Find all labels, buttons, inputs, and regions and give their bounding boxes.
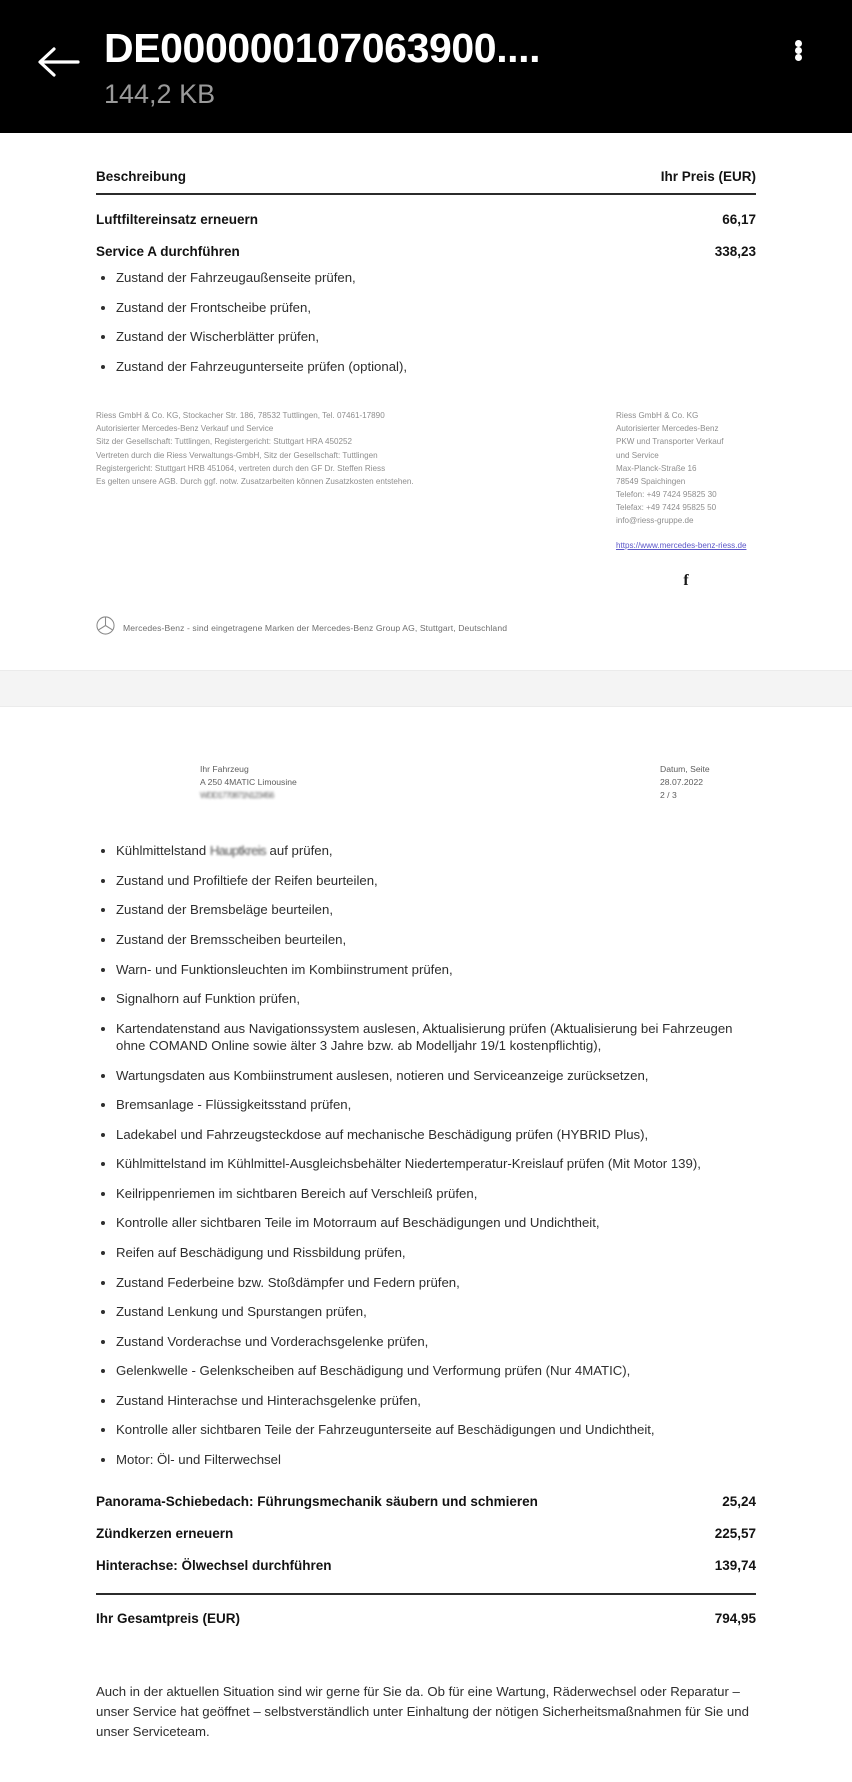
legal-notice-block	[96, 409, 414, 594]
table-row	[96, 1541, 756, 1573]
item-price: 225,57	[714, 1526, 756, 1542]
list-item	[96, 1067, 756, 1085]
table-row	[96, 1480, 756, 1509]
legal-line: Vertreten durch die Riess Verwaltungs-GmbH, Sitz der Gesellschaft: Tuttlingen	[96, 450, 378, 460]
list-item	[96, 299, 756, 317]
vehicle-label: Ihr Fahrzeug	[200, 764, 249, 775]
page-number: 2 / 3	[660, 790, 677, 801]
item-price: 139,74	[714, 1558, 756, 1574]
checklist-text: Kühlmittelstand	[116, 843, 210, 859]
vehicle-info-block	[200, 763, 297, 802]
checklist-text: Keilrippenriemen im sichtbaren Bereich auf Verschleiß prüfen,	[116, 1185, 478, 1201]
dealer-address-block	[616, 409, 756, 594]
checklist-text: Signalhorn auf Funktion prüfen,	[116, 991, 301, 1007]
document-date: 28.07.2022	[660, 777, 704, 788]
page-separator	[0, 670, 852, 707]
date-page-block	[660, 763, 756, 802]
pdf-page-2	[0, 707, 852, 1782]
legal-line: Registergericht: Stuttgart HRB 451064, vertreten durch den GF Dr. Steffen Riess	[96, 463, 386, 473]
checklist-text: Kartendatenstand aus Navigationssystem auslesen, Aktualisierung prüfen (Aktualisierung bei Fahrzeugen ohne COMAND Online sowie älter 3 Jahre bzw. ab Modelljahr 19/1 kostenpflichtig),	[116, 1020, 733, 1054]
address-email: info@riess-gruppe.de	[616, 516, 694, 526]
list-item	[96, 1303, 756, 1321]
item-description: Panorama-Schiebedach: Führungsmechanik säubern und schmieren	[96, 1494, 538, 1510]
table-row	[96, 1509, 756, 1541]
checklist-text: Ladekabel und Fahrzeugsteckdose auf mechanische Beschädigung prüfen (HYBRID Plus),	[116, 1126, 649, 1142]
list-item	[96, 358, 756, 376]
trademark-row	[96, 616, 756, 670]
file-size-label: 144,2 KB	[104, 79, 216, 110]
list-item	[96, 1155, 756, 1173]
list-item	[96, 1096, 756, 1114]
checklist-text: Zustand der Bremsbeläge beurteilen,	[116, 902, 333, 918]
checklist-text: Zustand Hinterachse und Hinterachsgelenke prüfen,	[116, 1392, 421, 1408]
legal-line: Riess GmbH & Co. KG, Stockacher Str. 186, 78532 Tuttlingen, Tel. 07461-17890	[96, 411, 385, 421]
checklist-text: Zustand der Fahrzeugaußenseite prüfen,	[116, 270, 356, 285]
address-line: Max-Planck-Straße 16	[616, 463, 697, 473]
list-item	[96, 1392, 756, 1410]
closing-paragraph: Auch in der aktuellen Situation sind wir gerne für Sie da. Ob für eine Wartung, Räderwechsel oder Reparatur – unser Service hat geöffnet – selbstverständlich unter Einhaltung der nötigen Sicherheitsmaßnahmen für Sie und unser Serviceteam.	[96, 1683, 749, 1740]
checklist-text: Zustand der Fahrzeugunterseite prüfen (optional),	[116, 358, 408, 374]
checklist-text: Zustand und Profiltiefe der Reifen beurteilen,	[116, 872, 378, 888]
date-label: Datum, Seite	[660, 764, 710, 775]
checklist-text-redacted: Hauptkreis	[209, 843, 266, 859]
list-item	[96, 1274, 756, 1292]
list-item	[96, 1020, 756, 1055]
legal-line: Sitz der Gesellschaft: Tuttlingen, Registergericht: Stuttgart HRA 450252	[96, 437, 352, 447]
address-phone: Telefon: +49 7424 95825 30	[616, 489, 717, 499]
list-item	[96, 1421, 756, 1439]
table-row	[96, 195, 756, 227]
pdf-scroll-area[interactable]	[0, 133, 852, 1782]
dealer-website-link[interactable]: https://www.mercedes-benz-riess.de	[616, 541, 747, 551]
arrow-left-icon	[36, 43, 80, 81]
list-item	[96, 842, 756, 860]
trademark-text: Mercedes-Benz - sind eingetragene Marken der Mercedes-Benz Group AG, Stuttgart, Deutschland	[123, 623, 508, 634]
mercedes-star-icon	[96, 616, 115, 640]
item-description: Service A durchführen	[96, 244, 240, 259]
app-header-bar	[0, 0, 852, 133]
address-line: PKW und Transporter Verkauf	[616, 437, 724, 447]
checklist-text: Zustand Vorderachse und Vorderachsgelenke prüfen,	[116, 1333, 429, 1349]
address-line: 78549 Spaichingen	[616, 476, 686, 486]
list-item	[96, 328, 756, 346]
pdf-page-1	[0, 133, 852, 670]
total-price: 794,95	[714, 1610, 756, 1626]
item-description: Hinterachse: Ölwechsel durchführen	[96, 1558, 332, 1574]
more-vertical-icon	[795, 40, 802, 61]
file-info	[90, 22, 770, 110]
list-item	[96, 931, 756, 949]
list-item	[96, 961, 756, 979]
checklist-text: Reifen auf Beschädigung und Rissbildung prüfen,	[116, 1245, 406, 1261]
legal-line: Es gelten unsere AGB. Durch ggf. notw. Zusatzarbeiten können Zusatzkosten entstehen.	[96, 476, 414, 486]
list-item	[96, 901, 756, 919]
checklist-text: Warn- und Funktionsleuchten im Kombiinstrument prüfen,	[116, 961, 453, 977]
table-row	[96, 227, 756, 259]
table-header-row	[96, 169, 756, 193]
column-header-description: Beschreibung	[96, 169, 187, 184]
column-header-price: Ihr Preis (EUR)	[660, 169, 756, 184]
checklist-text: Wartungsdaten aus Kombiinstrument auslesen, notieren und Serviceanzeige zurücksetzen,	[116, 1067, 649, 1083]
total-label: Ihr Gesamtpreis (EUR)	[96, 1610, 241, 1626]
checklist-text: Motor: Öl- und Filterwechsel	[116, 1451, 281, 1467]
legal-line: Autorisierter Mercedes-Benz Verkauf und Service	[96, 424, 274, 434]
facebook-icon[interactable]: f	[683, 572, 689, 590]
vehicle-vin-redacted: WDD1770871N123456	[200, 790, 274, 801]
file-name-title: DE000000107063900....	[104, 25, 541, 71]
back-button[interactable]	[26, 30, 90, 94]
list-item	[96, 1244, 756, 1262]
checklist-text: Kontrolle aller sichtbaren Teile im Motorraum auf Beschädigungen und Undichtheit,	[116, 1215, 600, 1231]
item-description: Luftfiltereinsatz erneuern	[96, 212, 259, 227]
checklist-text: Gelenkwelle - Gelenkscheiben auf Beschädigung und Verformung prüfen (Nur 4MATIC),	[116, 1363, 631, 1379]
list-item	[96, 872, 756, 890]
address-fax: Telefax: +49 7424 95825 50	[616, 502, 717, 512]
list-item	[96, 1185, 756, 1203]
checklist-text: Zustand der Wischerblätter prüfen,	[116, 329, 320, 345]
item-price: 25,24	[722, 1494, 756, 1510]
service-checklist	[96, 269, 756, 375]
checklist-text: Zustand Lenkung und Spurstangen prüfen,	[116, 1304, 367, 1320]
item-price: 338,23	[714, 244, 756, 259]
checklist-text: Zustand der Bremsscheiben beurteilen,	[116, 932, 347, 948]
page2-header	[0, 707, 852, 802]
page-footer	[96, 409, 756, 594]
address-line: Autorisierter Mercedes-Benz	[616, 424, 719, 434]
list-item	[96, 1126, 756, 1144]
service-checklist-page2	[96, 842, 756, 1468]
address-line: Riess GmbH & Co. KG	[616, 411, 699, 421]
checklist-text: Bremsanlage - Flüssigkeitsstand prüfen,	[116, 1097, 352, 1113]
checklist-text: Kühlmittelstand im Kühlmittel-Ausgleichsbehälter Niedertemperatur-Kreislauf prüfen (Mit Motor 139),	[116, 1156, 701, 1172]
item-price: 66,17	[722, 212, 756, 227]
list-item	[96, 990, 756, 1008]
checklist-text: auf prüfen,	[265, 843, 333, 859]
list-item	[96, 1333, 756, 1351]
checklist-text: Zustand Federbeine bzw. Stoßdämpfer und Federn prüfen,	[116, 1274, 460, 1290]
checklist-text: Kontrolle aller sichtbaren Teile der Fahrzeugunterseite auf Beschädigungen und Undichtheit,	[116, 1422, 655, 1438]
more-options-button[interactable]	[770, 40, 826, 61]
vehicle-model: A 250 4MATIC Limousine	[200, 777, 297, 788]
address-line: und Service	[616, 450, 659, 460]
checklist-text: Zustand der Frontscheibe prüfen,	[116, 299, 311, 315]
list-item	[96, 1451, 756, 1469]
list-item	[96, 269, 756, 287]
list-item	[96, 1214, 756, 1232]
list-item	[96, 1362, 756, 1380]
item-description: Zündkerzen erneuern	[96, 1526, 234, 1542]
